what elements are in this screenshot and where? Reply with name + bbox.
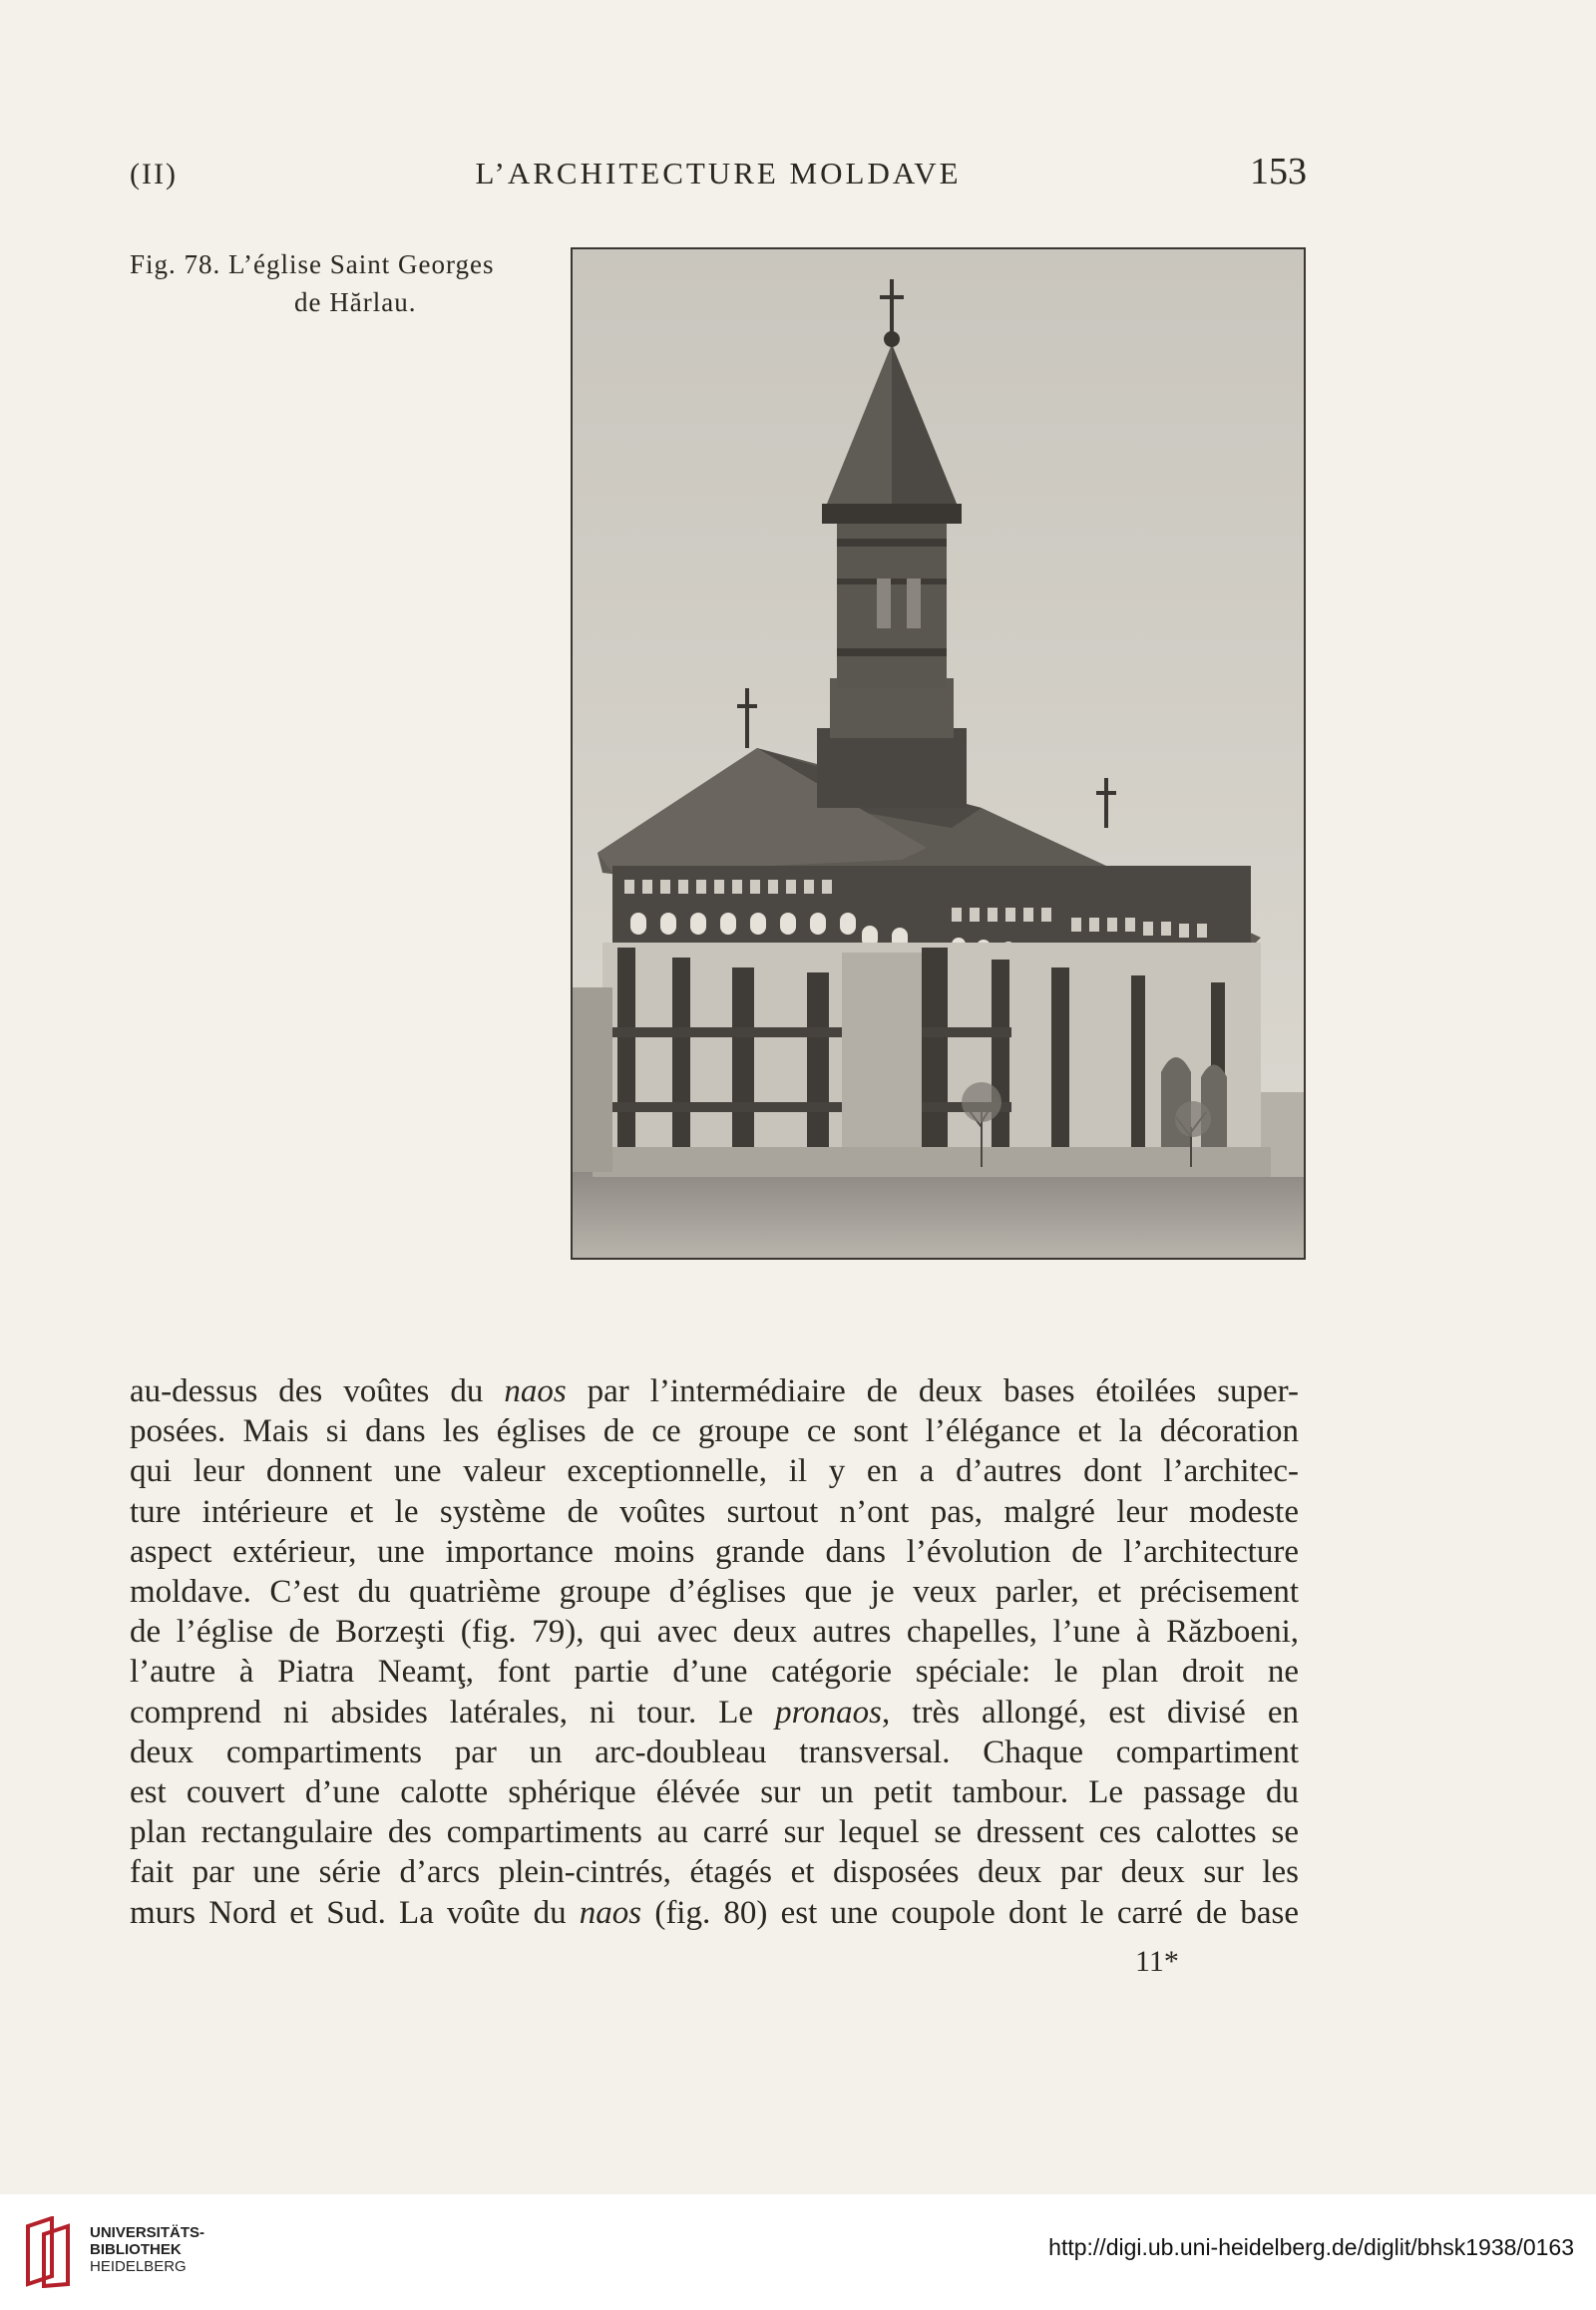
text-line — [130, 1451, 1299, 1491]
text-segment: qui leur donnent une valeur exceptionnelle, il y en a d’autres dont l’architec- — [130, 1453, 1299, 1490]
page-number: 153 — [1250, 151, 1307, 192]
text-line — [130, 1893, 1299, 1933]
text-line — [130, 1612, 1299, 1652]
text-line — [130, 1652, 1299, 1692]
library-line-3: HEIDELBERG — [90, 2258, 187, 2275]
caption-line-1: Fig. 78. L’église Saint Georges — [130, 249, 495, 279]
text-line — [130, 1693, 1299, 1732]
text-segment: moldave. C’est du quatrième groupe d’églises que je veux parler, et précisement — [130, 1574, 1299, 1611]
text-line — [130, 1852, 1299, 1892]
body-text — [130, 1371, 1299, 1933]
text-segment: , très allongé, est divisé en — [882, 1694, 1299, 1731]
library-line-1: UNIVERSITÄTS- — [90, 2224, 205, 2241]
text-segment: posées. Mais si dans les églises de ce groupe ce sont l’élégance et la décoration — [130, 1413, 1299, 1450]
section-number: (II) — [130, 158, 178, 191]
text-line — [130, 1732, 1299, 1772]
text-segment: fait par une série d’arcs plein-cintrés, étagés et disposées deux par deux sur les — [130, 1854, 1299, 1891]
italic-term: naos — [504, 1373, 567, 1409]
text-line — [130, 1532, 1299, 1572]
figure-caption — [130, 245, 549, 321]
text-line — [130, 1772, 1299, 1812]
text-line — [130, 1492, 1299, 1532]
church-illustration — [573, 249, 1304, 1258]
italic-term: naos — [579, 1894, 642, 1931]
text-line — [130, 1812, 1299, 1852]
text-line — [130, 1411, 1299, 1451]
text-segment: est couvert d’une calotte sphérique élévée sur un petit tambour. Le passage du — [130, 1774, 1299, 1811]
library-name — [90, 2224, 204, 2275]
text-segment: plan rectangulaire des compartiments au carré sur lequel se dressent ces calottes se — [130, 1814, 1299, 1851]
text-line — [130, 1572, 1299, 1612]
digitization-footer — [0, 2194, 1596, 2310]
text-segment: ture intérieure et le système de voûtes surtout n’ont pas, malgré leur modeste — [130, 1493, 1299, 1530]
text-segment: de l’église de Borzeşti (fig. 79), qui avec deux autres chapelles, l’une à Războeni, — [130, 1614, 1299, 1651]
permalink-url[interactable]: http://digi.ub.uni-heidelberg.de/diglit/bhsk1938/0163 — [1048, 2234, 1574, 2260]
running-head — [130, 150, 1307, 199]
text-segment: par l’intermédiaire de deux bases étoilées super- — [566, 1373, 1299, 1409]
text-segment: aspect extérieur, une importance moins grande dans l’évolution de l’architecture — [130, 1533, 1299, 1570]
text-segment: au-dessus des voûtes du — [130, 1373, 505, 1409]
italic-term: pronaos — [775, 1694, 883, 1731]
church-photograph — [571, 247, 1306, 1260]
caption-line-2: de Hărlau. — [294, 287, 417, 317]
text-segment: l’autre à Piatra Neamţ, font partie d’une catégorie spéciale: le plan droit ne — [130, 1654, 1299, 1691]
text-line — [130, 1371, 1299, 1411]
sheet-signature: 11* — [1135, 1945, 1179, 1978]
running-title: L’ARCHITECTURE MOLDAVE — [475, 156, 962, 191]
library-line-2: BIBLIOTHEK — [90, 2241, 182, 2258]
text-segment: comprend ni absides latérales, ni tour. Le — [130, 1694, 776, 1731]
text-segment: (fig. 80) est une coupole dont le carré de base — [641, 1894, 1299, 1931]
ub-heidelberg-logo-icon — [22, 2216, 78, 2288]
text-segment: deux compartiments par un arc-doubleau transversal. Chaque compartiment — [130, 1733, 1299, 1770]
text-segment: murs Nord et Sud. La voûte du — [130, 1894, 580, 1931]
